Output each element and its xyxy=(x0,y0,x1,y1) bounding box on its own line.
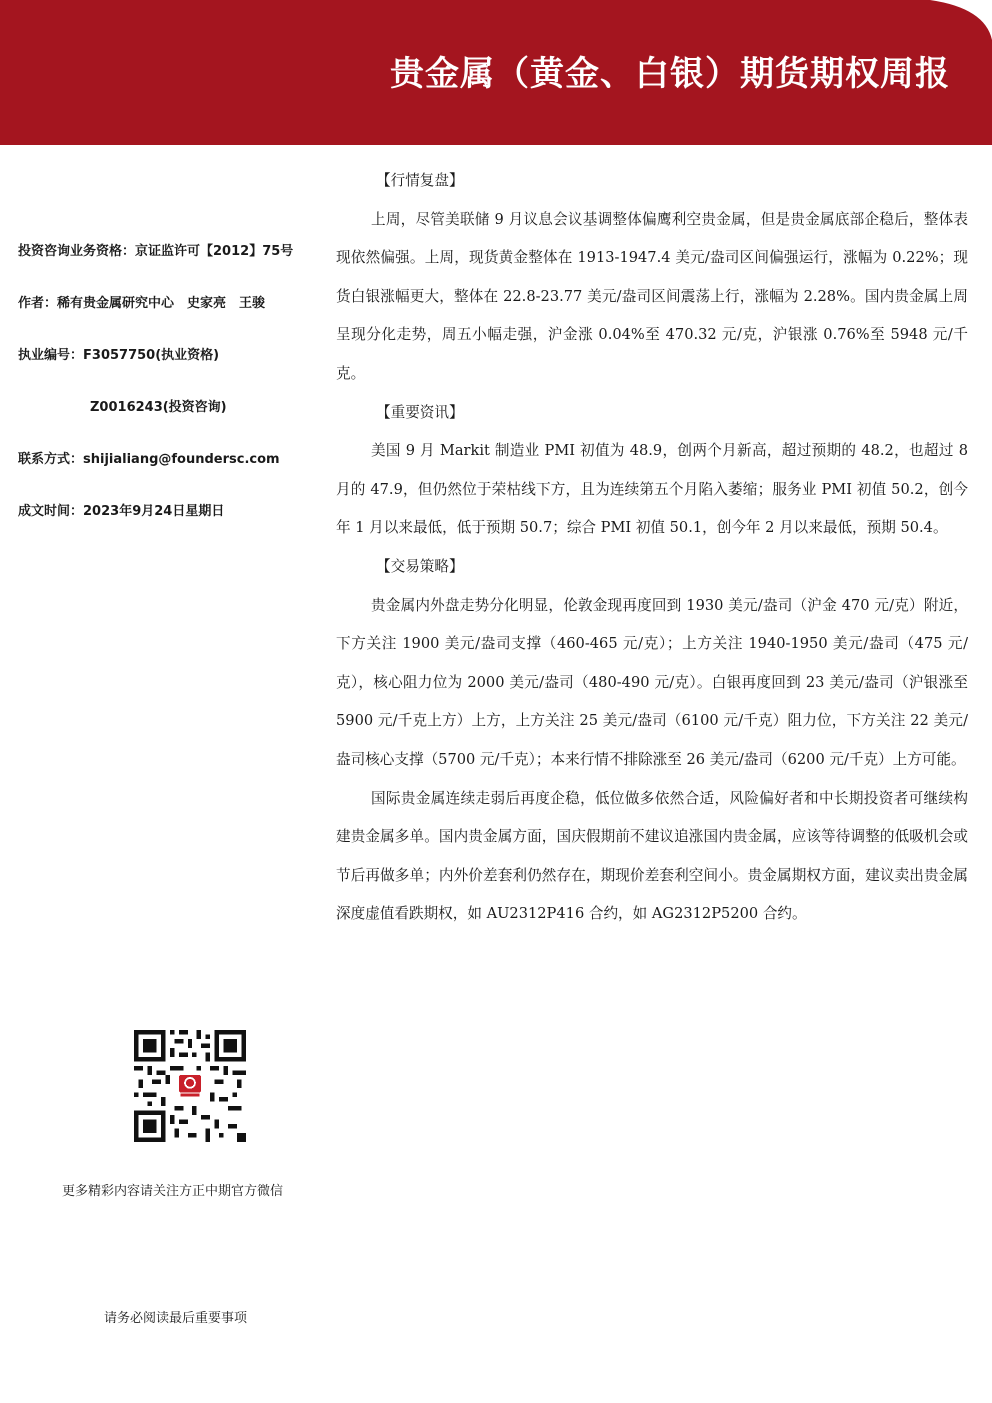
section-title-news: 【重要资讯】 xyxy=(376,403,464,421)
contact-row xyxy=(18,448,280,467)
author-label: 作者： xyxy=(18,296,58,311)
section-title-review: 【行情复盘】 xyxy=(376,172,464,189)
license-row xyxy=(18,240,293,259)
report-title: 贵金属（黄金、白银）期货期权周报 xyxy=(390,54,950,94)
cert-value-2: Z0016243(投资咨询) xyxy=(90,400,227,415)
strategy-paragraph-2: 国际贵金属连续走弱后再度企稳，低位做多依然合适，风险偏好者和中长期投资者可继续构建贵金属多单。国内贵金属方面，国庆假期前不建议追涨国内贵金属，应该等待调整的低吸机会或节后再做多单；内外价差套利仍然存在，期现价差套利空间小。贵金属期权方面，建议卖出贵金属深度虚值看跌期权，如 AU2312P416 合约，如 AG2312P5200 合约。 xyxy=(336,789,968,923)
cert-row xyxy=(18,344,219,363)
author-value: 稀有贵金属研究中心 史家亮 王骏 xyxy=(57,296,266,311)
date-value: 2023年9月24日星期日 xyxy=(83,504,225,519)
cert-value-1: F3057750(执业资格) xyxy=(83,348,220,363)
qr-code-icon[interactable] xyxy=(134,1030,246,1142)
review-paragraph: 上周，尽管美联储 9 月议息会议基调整体偏鹰利空贵金属，但是贵金属底部企稳后，整体表现依然偏强。上周，现货黄金整体在 1913-1947.4 美元/盎司区间偏强运行，涨幅为 0.22%；现货白银涨幅更大，整体在 22.8-23.77 美元/盎司区间震荡上行，涨幅为 2.28%。国内贵金属上周呈现分化走势，周五小幅走强，沪金涨 0.04%至 470.32 元/克，沪银涨 0.76%至 5948 元/千克。 xyxy=(336,210,968,382)
license-label: 投资咨询业务资格： xyxy=(18,244,136,259)
strategy-paragraph-1: 贵金属内外盘走势分化明显，伦敦金现再度回到 1930 美元/盎司（沪金 470 元/克）附近，下方关注 1900 美元/盎司支撑（460-465 元/克）；上方关注 1940-1950 美元/盎司（475 元/克），核心阻力位为 2000 美元/盎司（480-490 元/克）。白银再度回到 23 美元/盎司（沪银涨至 5900 元/千克上方）上方，上方关注 25 美元/盎司（6100 元/千克）阻力位，下方关注 22 美元/盎司核心支撑（5700 元/千克）；本来行情不排除涨至 26 美元/盎司（6200 元/千克）上方可能。 xyxy=(336,596,968,768)
date-label: 成文时间： xyxy=(18,504,84,519)
cert-label: 执业编号： xyxy=(18,348,84,363)
author-row xyxy=(18,292,265,311)
qr-caption: 更多精彩内容请关注方正中期官方微信 xyxy=(62,1184,284,1199)
section-title-strategy: 【交易策略】 xyxy=(376,557,464,575)
report-body xyxy=(336,162,968,934)
license-value: 京证监许可【2012】75号 xyxy=(135,244,294,259)
date-row xyxy=(18,500,224,519)
contact-email[interactable]: shijialiang@foundersc.com xyxy=(83,452,280,467)
news-paragraph: 美国 9 月 Markit 制造业 PMI 初值为 48.9，创两个月新高，超过预期的 48.2，也超过 8 月的 47.9，但仍然位于荣枯线下方，且为连续第五个月陷入萎缩；服务业 PMI 初值 50.2，创今年 1 月以来最低，低于预期 50.7；综合 PMI 初值 50.1，创今年 2 月以来最低，预期 50.4。 xyxy=(336,442,968,537)
contact-label: 联系方式： xyxy=(18,452,84,467)
cert-row-2 xyxy=(90,396,227,415)
disclaimer-note: 请务必阅读最后重要事项 xyxy=(104,1311,248,1326)
